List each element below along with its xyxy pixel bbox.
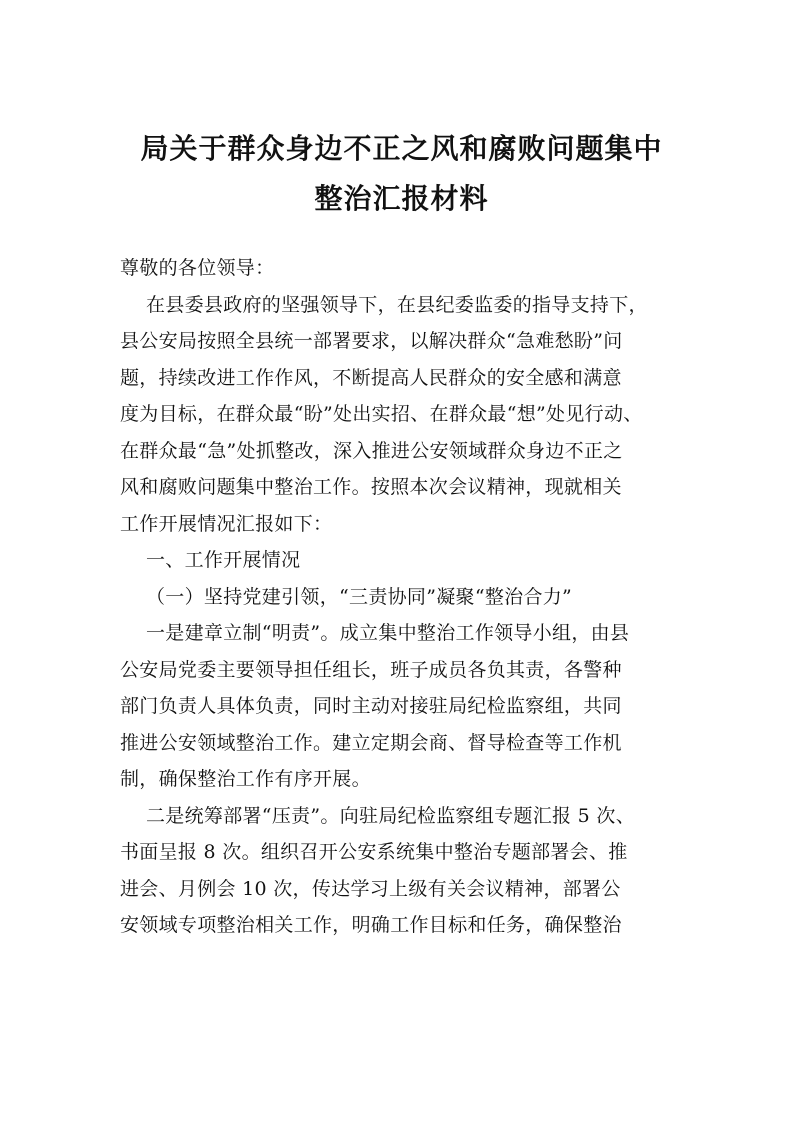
document-body [120, 250, 683, 944]
text-line: 在县委县政府的坚强领导下，在县纪委监委的指导支持下， [146, 293, 648, 316]
title-line-2: 整治汇报材料 [314, 182, 489, 215]
text-line: 县公安局按照全县统一部署要求，以解决群众“急难愁盼”问 [120, 330, 623, 352]
text-line: 工作开展情况汇报如下： [120, 512, 333, 535]
text-line: 题，持续改进工作作风，不断提高人民群众的安全感和满意 [120, 366, 622, 389]
text-line: 尊敬的各位领导： [120, 257, 275, 279]
text-line: 制，确保整治工作有序开展。 [120, 768, 371, 790]
text-line: （一）坚持党建引领，“三责协同”凝聚“整治合力” [146, 585, 573, 608]
text-line: 度为目标，在群众最“盼”处出实招、在群众最“想”处见行动、 [120, 403, 643, 425]
text-line: 一、工作开展情况 [146, 549, 301, 571]
title-line-1: 局关于群众身边不正之风和腐败问题集中 [140, 132, 663, 165]
text-line: 风和腐败问题集中整治工作。按照本次会议精神，现就相关 [120, 476, 622, 498]
text-line: 一是建章立制“明责”。成立集中整治工作领导小组，由县 [146, 622, 630, 644]
text-line: 部门负责人具体负责，同时主动对接驻局纪检监察组，共同 [120, 695, 622, 717]
document-title [120, 0, 683, 224]
text-line: 公安局党委主要领导担任组长，班子成员各负其责，各警种 [120, 658, 622, 681]
text-line: 进会、月例会 10 次，传达学习上级有关会议精神，部署公 [120, 877, 621, 900]
text-line: 书面呈报 8 次。组织召开公安系统集中整治专题部署会、推 [120, 841, 628, 863]
text-line: 二是统筹部署“压责”。向驻局纪检监察组专题汇报 5 次、 [146, 804, 635, 827]
text-line: 在群众最“急”处抓整改，深入推进公安领域群众身边不正之 [120, 439, 623, 462]
text-line: 推进公安领域整治工作。建立定期会商、督导检查等工作机 [120, 731, 622, 754]
text-line: 安领域专项整治相关工作，明确工作目标和任务，确保整治 [120, 914, 622, 936]
